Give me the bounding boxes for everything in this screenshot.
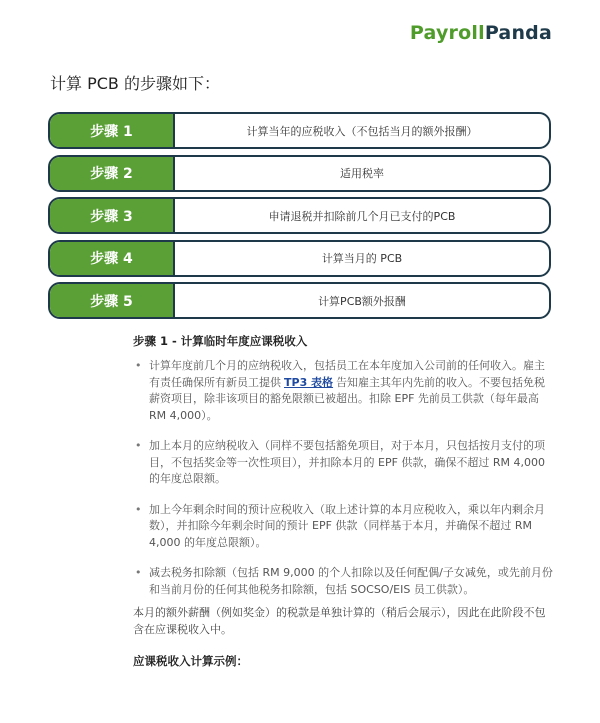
example-title: 应课税收入计算示例： [133, 654, 248, 668]
step-badge: 步骤 1 [50, 114, 175, 147]
step-badge: 步骤 5 [50, 284, 175, 317]
bullet-text: 告知雇主其年内先前的收入。不要包括免税薪资项目，除非该项目的豁免限额已被超出。扣除 EPF 先前员工供款（每年最高 RM 4,000）。 [149, 375, 546, 422]
step-description: 计算当月的 PCB [321, 252, 403, 265]
brand-logo-part2: Panda [484, 22, 552, 44]
step-badge: 步骤 2 [50, 157, 175, 190]
step-row-5 [48, 282, 551, 319]
step1-section-title: 步骤 1 - 计算临时年度应课税收入 [133, 334, 308, 348]
tp3-form-link[interactable]: TP3 表格 [284, 375, 334, 389]
step-row-4 [48, 240, 551, 277]
page-heading: 计算 PCB 的步骤如下： [50, 74, 220, 93]
step1-bullet-list [133, 358, 553, 612]
step-badge: 步骤 3 [50, 199, 175, 232]
step-description: 申请退税并扣除前几个月已支付的PCB [268, 209, 456, 223]
bullet-item: • 加上今年剩余时间的预计应税收入（取上述计算的本月应税收入，乘以年内剩余月数），并扣除今年剩余时间的预计 EPF 供款（同样基于本月，并确保不超过 RM 4,000 的年度总限额）。 [133, 502, 553, 552]
bullet-item: • 减去税务扣除额（包括 RM 9,000 的个人扣除以及任何配偶/子女减免，或先前月份和当前月份的任何其他税务扣除额，包括 SOCSO/EIS 员工供款）。 [133, 565, 553, 598]
step-row-2 [48, 155, 551, 192]
bullet-item [133, 358, 553, 424]
bonus-note: 本月的额外薪酬（例如奖金）的税款是单独计算的（稍后会展示），因此在此阶段不包含在应课税收入中。 [133, 606, 546, 636]
steps-list [48, 112, 551, 325]
bullet-item: • 加上本月的应纳税收入（同样不要包括豁免项目，对于本月，只包括按月支付的项目，不包括奖金等一次性项目），并扣除本月的 EPF 供款，确保不超过 RM 4,000 的年度总限额。 [133, 438, 553, 488]
step-badge: 步骤 4 [50, 242, 175, 275]
step-description: 计算当年的应税收入（不包括当月的额外报酬） [246, 124, 478, 138]
brand-logo-part1: Payroll [409, 22, 485, 44]
step-row-1 [48, 112, 551, 149]
brand-logo [410, 22, 552, 44]
step-description: 适用税率 [340, 167, 384, 180]
bullet-text: 计算年度前几个月的应纳税收入，包括员工在本年度加入公司前的任何收入。雇主有责任确保所有新员工提供 [149, 359, 545, 389]
step-row-3 [48, 197, 551, 234]
step-description: 计算PCB额外报酬 [318, 294, 406, 308]
